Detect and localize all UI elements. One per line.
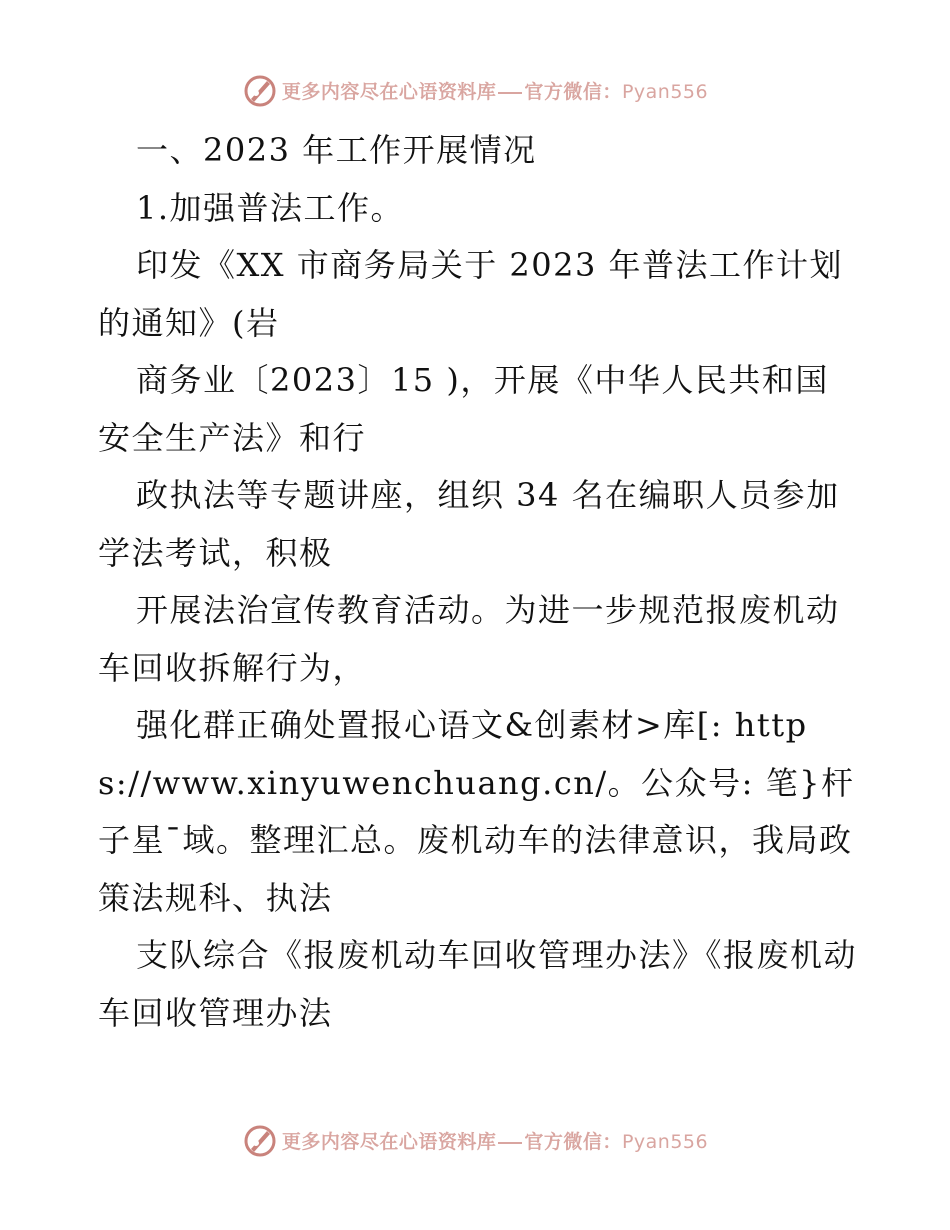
body-paragraph: 商务业〔2023〕15 )，开展《中华人民共和国安全生产法》和行 (98, 361, 829, 457)
watermark-text: 更多内容尽在心语资料库 官方微信：Pyan556 (281, 80, 709, 103)
pen-logo-icon (242, 72, 278, 108)
header-watermark (0, 70, 950, 110)
pen-logo-icon (242, 1122, 278, 1158)
watermark-text: 更多内容尽在心语资料库 官方微信：Pyan556 (281, 1130, 709, 1153)
section-heading: 一、2023 年工作开展情况 (136, 131, 537, 169)
subsection-heading: 1.加强普法工作。 (136, 188, 405, 227)
body-paragraph: 支队综合《报废机动车回收管理办法》《报废机动车回收管理办法 (98, 936, 858, 1032)
body-paragraph: 印发《XX 市商务局关于 2023 年普法工作计划的通知》(岩 (98, 246, 844, 342)
footer-watermark (0, 1120, 950, 1160)
document-body (98, 122, 858, 1042)
body-paragraph: 强化群正确处置报心语文&创素材>库[: https://www.xinyuwenchuang.cn/。公众号: 笔}杆子星¯域。整理汇总。废机动车的法律意识，我局政策法规科、执法 (98, 706, 855, 917)
body-paragraph: 政执法等专题讲座，组织 34 名在编职人员参加学法考试，积极 (98, 476, 840, 572)
body-paragraph: 开展法治宣传教育活动。为进一步规范报废机动车回收拆解行为， (98, 591, 840, 687)
